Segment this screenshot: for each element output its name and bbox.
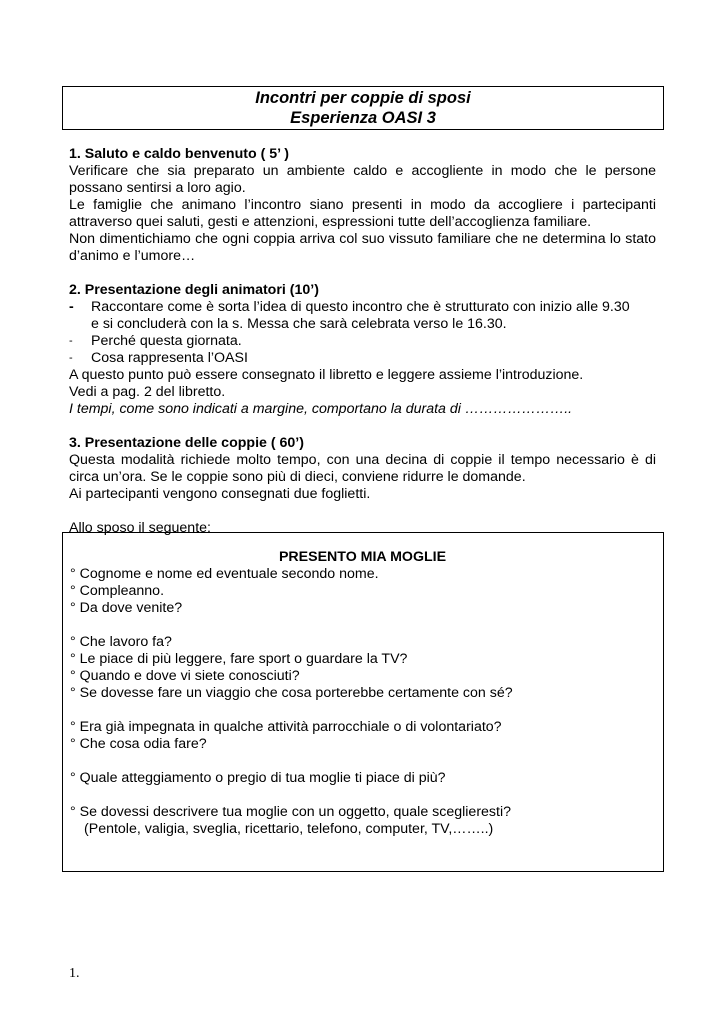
question-subitem: (Pentole, valigia, sveglia, ricettario, telefono, computer, TV,……..) xyxy=(84,821,494,837)
section-1-title: 1. Saluto e caldo benvenuto ( 5’ ) xyxy=(69,146,289,162)
section-2 xyxy=(69,282,656,418)
question-item: ° Compleanno. xyxy=(70,583,165,599)
questionnaire-heading: PRESENTO MIA MOGLIE xyxy=(278,549,447,565)
section-1-paragraph: Verificare che sia preparato un ambiente caldo e accogliente in modo che le persone possano sentirsi a loro agio. xyxy=(69,163,656,196)
question-item: ° Che cosa odia fare? xyxy=(70,736,207,752)
list-item-text: Cosa rappresenta l’OASI xyxy=(91,350,248,366)
section-2-title: 2. Presentazione degli animatori (10’) xyxy=(69,282,319,298)
question-item: ° Quale atteggiamento o pregio di tua moglie ti piace di più? xyxy=(70,770,446,786)
section-3-paragraph: Questa modalità richiede molto tempo, con una decina di coppie il tempo necessario è di circa un’ora. Se le coppie sono più di dieci, conviene ridurre le domande. xyxy=(69,452,656,485)
section-3-paragraph: Allo sposo il seguente: xyxy=(69,520,211,536)
bullet-dash: - xyxy=(69,335,73,347)
section-1-paragraph: Le famiglie che animano l’incontro siano presenti in modo da accogliere i partecipanti attraverso quei saluti, gesti e attenzioni, espressioni tutte dell’accoglienza familiare. xyxy=(69,197,656,230)
question-item: ° Da dove venite? xyxy=(70,600,183,616)
question-item: ° Che lavoro fa? xyxy=(70,634,172,650)
section-2-paragraph: Vedi a pag. 2 del libretto. xyxy=(69,384,226,400)
section-1-paragraph: Non dimentichiamo che ogni coppia arriva col suo vissuto familiare che ne determina lo stato d’animo e l’umore… xyxy=(69,231,656,264)
section-3-paragraph: Ai partecipanti vengono consegnati due foglietti. xyxy=(69,486,371,502)
page-number: 1. xyxy=(69,966,80,981)
title-line-2: Esperienza OASI 3 xyxy=(290,109,436,127)
list-item-text: Perché questa giornata. xyxy=(91,333,242,349)
question-item: ° Le piace di più leggere, fare sport o guardare la TV? xyxy=(70,651,408,667)
section-1 xyxy=(69,146,656,265)
title-line-1: Incontri per coppie di sposi xyxy=(255,89,471,107)
document-title-box xyxy=(62,86,664,130)
section-3-title: 3. Presentazione delle coppie ( 60’) xyxy=(69,435,304,451)
bullet-dash: - xyxy=(69,352,73,364)
list-item-text: Raccontare come è sorta l’idea di questo incontro che è strutturato con inizio alle 9.30 xyxy=(91,299,630,315)
question-item: ° Era già impegnata in qualche attività parrocchiale o di volontariato? xyxy=(70,719,502,735)
list-item xyxy=(69,333,656,350)
section-3 xyxy=(69,435,656,537)
question-item: ° Quando e dove vi siete conosciuti? xyxy=(70,668,300,684)
questionnaire-box xyxy=(62,532,664,872)
list-item xyxy=(69,299,656,316)
bullet-dash: - xyxy=(69,299,74,315)
list-item-continuation: e si concluderà con la s. Messa che sarà celebrata verso le 16.30. xyxy=(91,316,507,332)
section-2-italic-note: I tempi, come sono indicati a margine, comportano la durata di ………………….. xyxy=(69,401,573,417)
question-item: ° Cognome e nome ed eventuale secondo nome. xyxy=(70,566,379,582)
section-2-paragraph: A questo punto può essere consegnato il libretto e leggere assieme l’introduzione. xyxy=(69,367,584,383)
question-item: ° Se dovessi descrivere tua moglie con un oggetto, quale sceglieresti? xyxy=(70,804,512,820)
document-body xyxy=(69,146,656,537)
question-item: ° Se dovesse fare un viaggio che cosa porterebbe certamente con sé? xyxy=(70,685,513,701)
list-item xyxy=(69,350,656,367)
